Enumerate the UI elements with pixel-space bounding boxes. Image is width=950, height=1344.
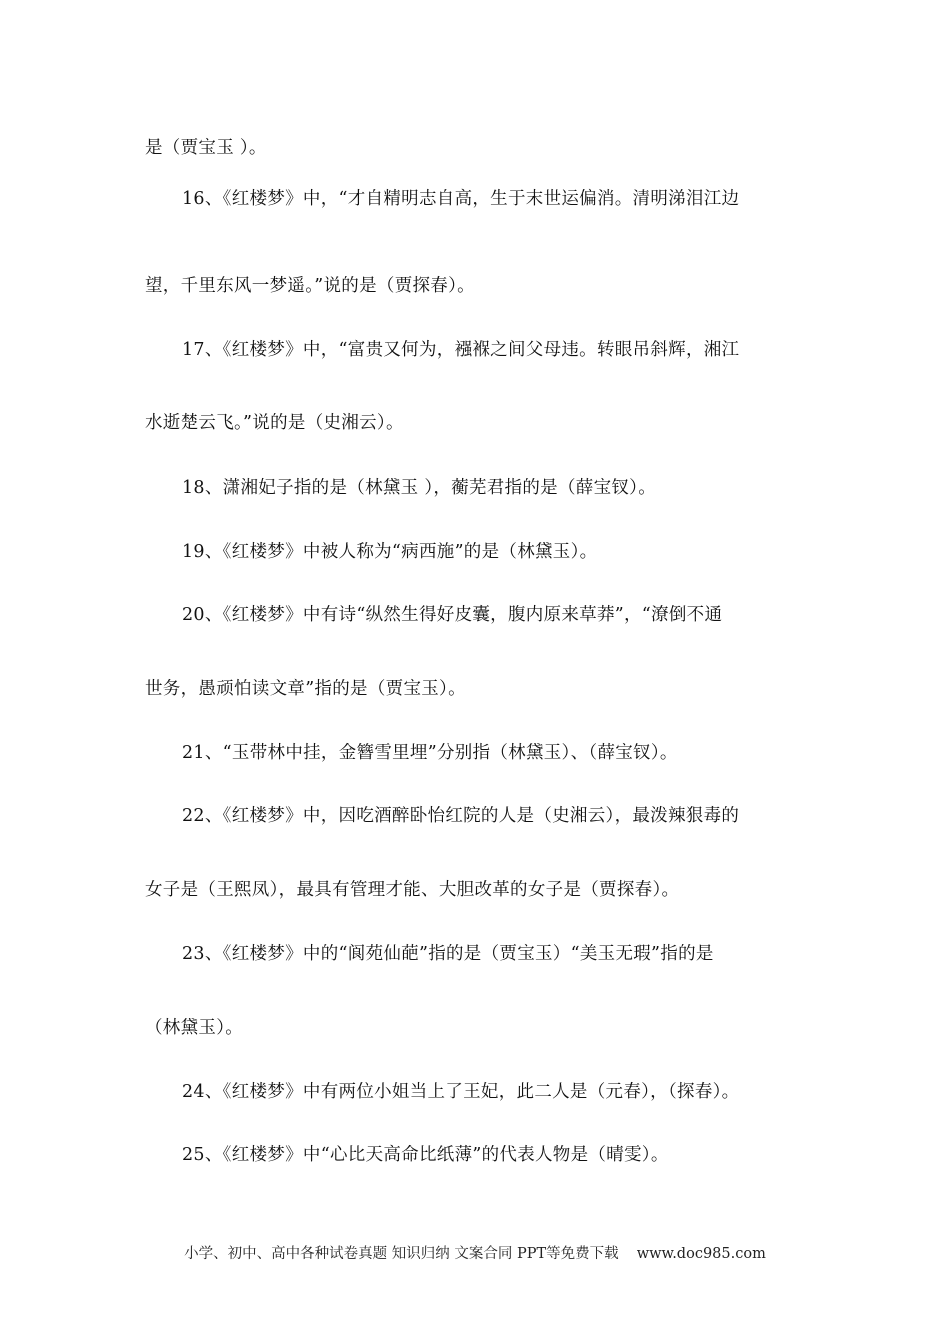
question-19: 19、《红楼梦》中被人称为“病西施”的是（林黛玉）。 (182, 542, 598, 562)
question-20-line-1: 20、《红楼梦》中有诗“纵然生得好皮囊，腹内原来草莽”，“潦倒不通 (182, 605, 723, 625)
question-25: 25、《红楼梦》中“心比天高命比纸薄”的代表人物是（晴雯）。 (182, 1145, 669, 1165)
footer-link[interactable]: www.doc985.com (636, 1246, 766, 1262)
question-22-line-1: 22、《红楼梦》中，因吃酒醉卧怡红院的人是（史湘云），最泼辣狠毒的 (182, 806, 740, 826)
question-24: 24、《红楼梦》中有两位小姐当上了王妃，此二人是（元春），（探春）。 (182, 1082, 740, 1102)
text-line-continuation: 是（贾宝玉 ）。 (145, 138, 267, 158)
question-17-line-2: 水逝楚云飞。”说的是（史湘云）。 (145, 413, 404, 433)
page-footer (0, 1244, 950, 1264)
question-23-line-1: 23、《红楼梦》中的“阆苑仙葩”指的是（贾宝玉）“美玉无瑕”指的是 (182, 944, 714, 964)
question-16-line-1: 16、《红楼梦》中，“才自精明志自高，生于末世运偏消。清明涕泪江边 (182, 189, 740, 209)
question-20-line-2: 世务，愚顽怕读文章”指的是（贾宝玉）。 (145, 679, 466, 699)
question-22-line-2: 女子是（王熙凤），最具有管理才能、大胆改革的女子是（贾探春）。 (145, 880, 680, 900)
question-17-line-1: 17、《红楼梦》中，“富贵又何为，襁褓之间父母违。转眼吊斜辉，湘江 (182, 340, 740, 360)
question-21: 21、“玉带林中挂，金簪雪里埋”分别指（林黛玉）、（薛宝钗）。 (182, 743, 678, 763)
question-23-line-2: （林黛玉）。 (145, 1018, 244, 1038)
footer-text: 小学、初中、高中各种试卷真题 知识归纳 文案合同 PPT等免费下载 (184, 1246, 619, 1262)
question-18: 18、潇湘妃子指的是（林黛玉 ），蘅芜君指的是（薛宝钗）。 (182, 478, 657, 498)
question-16-line-2: 望，千里东风一梦遥。”说的是（贾探春）。 (145, 276, 475, 296)
